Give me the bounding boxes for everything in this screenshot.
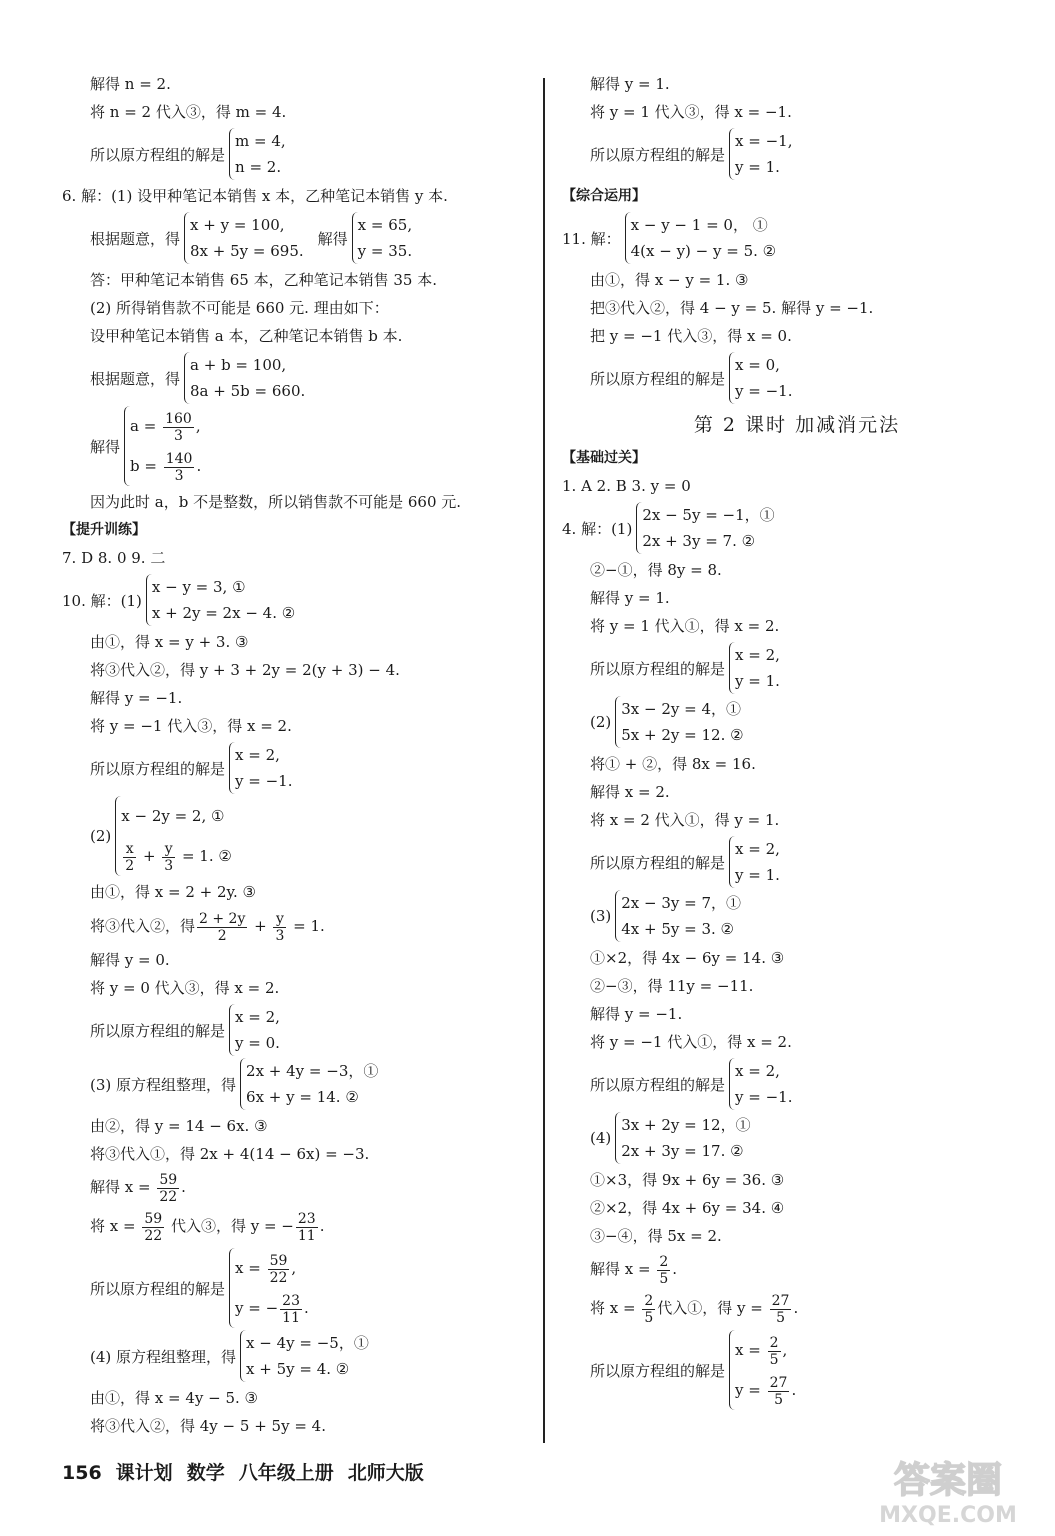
text-line: 由②，得 y = 14 − 6x. ③ (90, 1117, 268, 1135)
solution-system: 所以原方程组的解是 x = $\frac{59}{22}$ , y = − $\frac{23}{11}$ . (62, 1248, 532, 1328)
text-line: 将 y = 1 代入③，得 x = −1. (590, 103, 792, 121)
answers-line: 1. A 2. B 3. y = 0 (562, 477, 691, 495)
column-divider (543, 78, 545, 1443)
text-line: ②×2，得 4x + 6y = 34. ④ (590, 1199, 785, 1217)
fraction: $\frac{140}{3}$ (165, 450, 193, 484)
question-6: 6. 解：(1) 设甲种笔记本销售 x 本，乙种笔记本销售 y 本. (62, 187, 448, 205)
text-line: 解得 y = −1. (90, 689, 183, 707)
text-line: 解得 n = 2. (90, 75, 171, 93)
right-column (562, 70, 1032, 1412)
equation-system: (2) 3x − 2y = 4，① 5x + 2y = 12. ② (562, 696, 1032, 748)
text-line: 把 y = −1 代入③，得 x = 0. (590, 327, 792, 345)
equation-system: (3) 2x − 3y = 7，① 4x + 5y = 3. ② (562, 890, 1032, 942)
equation-system: (4) 3x + 2y = 12，① 2x + 3y = 17. ② (562, 1112, 1032, 1164)
section-heading: 【提升训练】 (62, 522, 146, 538)
answer-line: 答：甲种笔记本销售 65 本，乙种笔记本销售 35 本. (90, 271, 438, 289)
text-line: 由①，得 x − y = 1. ③ (590, 271, 749, 289)
solution-system: 所以原方程组的解是 x = −1, y = 1. (562, 128, 1032, 180)
edition-label: 北师大版 (347, 1462, 424, 1484)
equation-system: (2) x − 2y = 2, ① $\frac{x}{2}$ + $\frac{y}{3}$ = 1. ② (62, 796, 532, 876)
text-line: 将 x = $\frac{59}{22}$ 代入③，得 y = − $\frac{23}{11}$ . (90, 1210, 325, 1244)
answers-line: 7. D 8. 0 9. 二 (62, 549, 166, 567)
text-line: ③−④，得 5x = 2. (590, 1227, 722, 1245)
text-line: 将③代入②，得 $\frac{2 + 2y}{2}$ + $\frac{y}{3}$ = 1. (90, 910, 325, 944)
watermark-logo (858, 1450, 1038, 1530)
text-line: 将 y = 0 代入③，得 x = 2. (90, 979, 280, 997)
solution-system: 所以原方程组的解是 x = 2, y = 0. (62, 1004, 532, 1056)
text-line: 解得 x = $\frac{2}{5}$ . (590, 1253, 678, 1287)
solution-system: 所以原方程组的解是 x = 2, y = 1. (562, 836, 1032, 888)
text-line: 将③代入②，得 y + 3 + 2y = 2(y + 3) − 4. (90, 661, 400, 679)
watermark-text: 答案圈 (893, 1460, 1003, 1501)
book-title: 课计划 (115, 1462, 173, 1484)
text-line: ①×3，得 9x + 6y = 36. ③ (590, 1171, 785, 1189)
text-line: 设甲种笔记本销售 a 本，乙种笔记本销售 b 本. (90, 327, 403, 345)
equation-system: (3) 原方程组整理，得 2x + 4y = −3，① 6x + y = 14. ② (62, 1058, 532, 1110)
text-line: 将 n = 2 代入③，得 m = 4. (90, 103, 287, 121)
text-line: 把③代入②，得 4 − y = 5. 解得 y = −1. (590, 299, 874, 317)
solution-system: 所以原方程组的解是 x = 2, y = 1. (562, 642, 1032, 694)
brace: m = 4, n = 2. (229, 128, 286, 180)
text-line: 将 x = 2 代入①，得 y = 1. (590, 811, 780, 829)
text-line: 由①，得 x = 2 + 2y. ③ (90, 883, 256, 901)
text-line: 将③代入①，得 2x + 4(14 − 6x) = −3. (90, 1145, 370, 1163)
page-number: 156 (62, 1462, 102, 1484)
grade-label: 八年级上册 (238, 1462, 334, 1484)
text-line: 将 y = −1 代入①，得 x = 2. (590, 1033, 792, 1051)
page-footer (62, 1458, 438, 1485)
text-line: 解得 y = 1. (590, 589, 670, 607)
solution-system: 所以原方程组的解是 x = 0, y = −1. (562, 352, 1032, 404)
equation-system: 11. 解： x − y − 1 = 0， ① 4(x − y) − y = 5. ② (562, 212, 1032, 264)
watermark-url: MXQE.COM (879, 1503, 1017, 1528)
solution-system: 所以原方程组的解是 x = $\frac{2}{5}$ , y = $\frac{27}{5}$ . (562, 1330, 1032, 1410)
solution-system: 解得 a = $\frac{160}{3}$ , b = $\frac{140}{3}$ . (62, 406, 532, 486)
text-line: ②−①，得 8y = 8. (590, 561, 722, 579)
text-line: 解得 y = 1. (590, 75, 670, 93)
text-line: 将 x = $\frac{2}{5}$ 代入①，得 y = $\frac{27}{5}$ . (590, 1292, 799, 1326)
equation-system: (4) 原方程组整理，得 x − 4y = −5，① x + 5y = 4. ② (62, 1330, 532, 1382)
equation-system: 根据题意，得 a + b = 100, 8a + 5b = 660. (62, 352, 532, 404)
text-line: 将 y = −1 代入③，得 x = 2. (90, 717, 292, 735)
section-heading: 【基础过关】 (562, 450, 646, 466)
text-line: 因为此时 a，b 不是整数，所以销售款不可能是 660 元. (90, 493, 462, 511)
text-line: 由①，得 x = 4y − 5. ③ (90, 1389, 258, 1407)
section-heading: 【综合运用】 (562, 188, 646, 204)
solution-system: 所以原方程组的解是 x = 2, y = −1. (62, 742, 532, 794)
text-line: 解得 x = 2. (590, 783, 670, 801)
solution-system: 所以原方程组的解是 m = 4, n = 2. (62, 128, 532, 180)
text-line: 解得 x = $\frac{59}{22}$ . (90, 1171, 186, 1205)
solution-system: 所以原方程组的解是 x = 2, y = −1. (562, 1058, 1032, 1110)
equation-system: 根据题意，得 x + y = 100, 8x + 5y = 695. 解得 x = 65, y = 35. (62, 212, 532, 264)
text-line: (2) 所得销售款不可能是 660 元. 理由如下： (90, 299, 389, 317)
text-line: 将① + ②，得 8x = 16. (590, 755, 756, 773)
text-line: 解得 y = −1. (590, 1005, 683, 1023)
fraction: $\frac{160}{3}$ (165, 410, 192, 444)
equation-system: 4. 解：(1) 2x − 5y = −1，① 2x + 3y = 7. ② (562, 502, 1032, 554)
text-line: ①×2，得 4x − 6y = 14. ③ (590, 949, 785, 967)
left-column (62, 70, 532, 1440)
lesson-title: 第 2 课时 加减消元法 (693, 414, 901, 436)
text-line: 将③代入②，得 4y − 5 + 5y = 4. (90, 1417, 326, 1435)
text-line: 解得 y = 0. (90, 951, 170, 969)
text-line: 将 y = 1 代入①，得 x = 2. (590, 617, 780, 635)
equation-system: 10. 解：(1) x − y = 3, ① x + 2y = 2x − 4. ② (62, 574, 532, 626)
text-line: ②−③，得 11y = −11. (590, 977, 754, 995)
subject-label: 数学 (186, 1462, 225, 1484)
text-line: 由①，得 x = y + 3. ③ (90, 633, 249, 651)
